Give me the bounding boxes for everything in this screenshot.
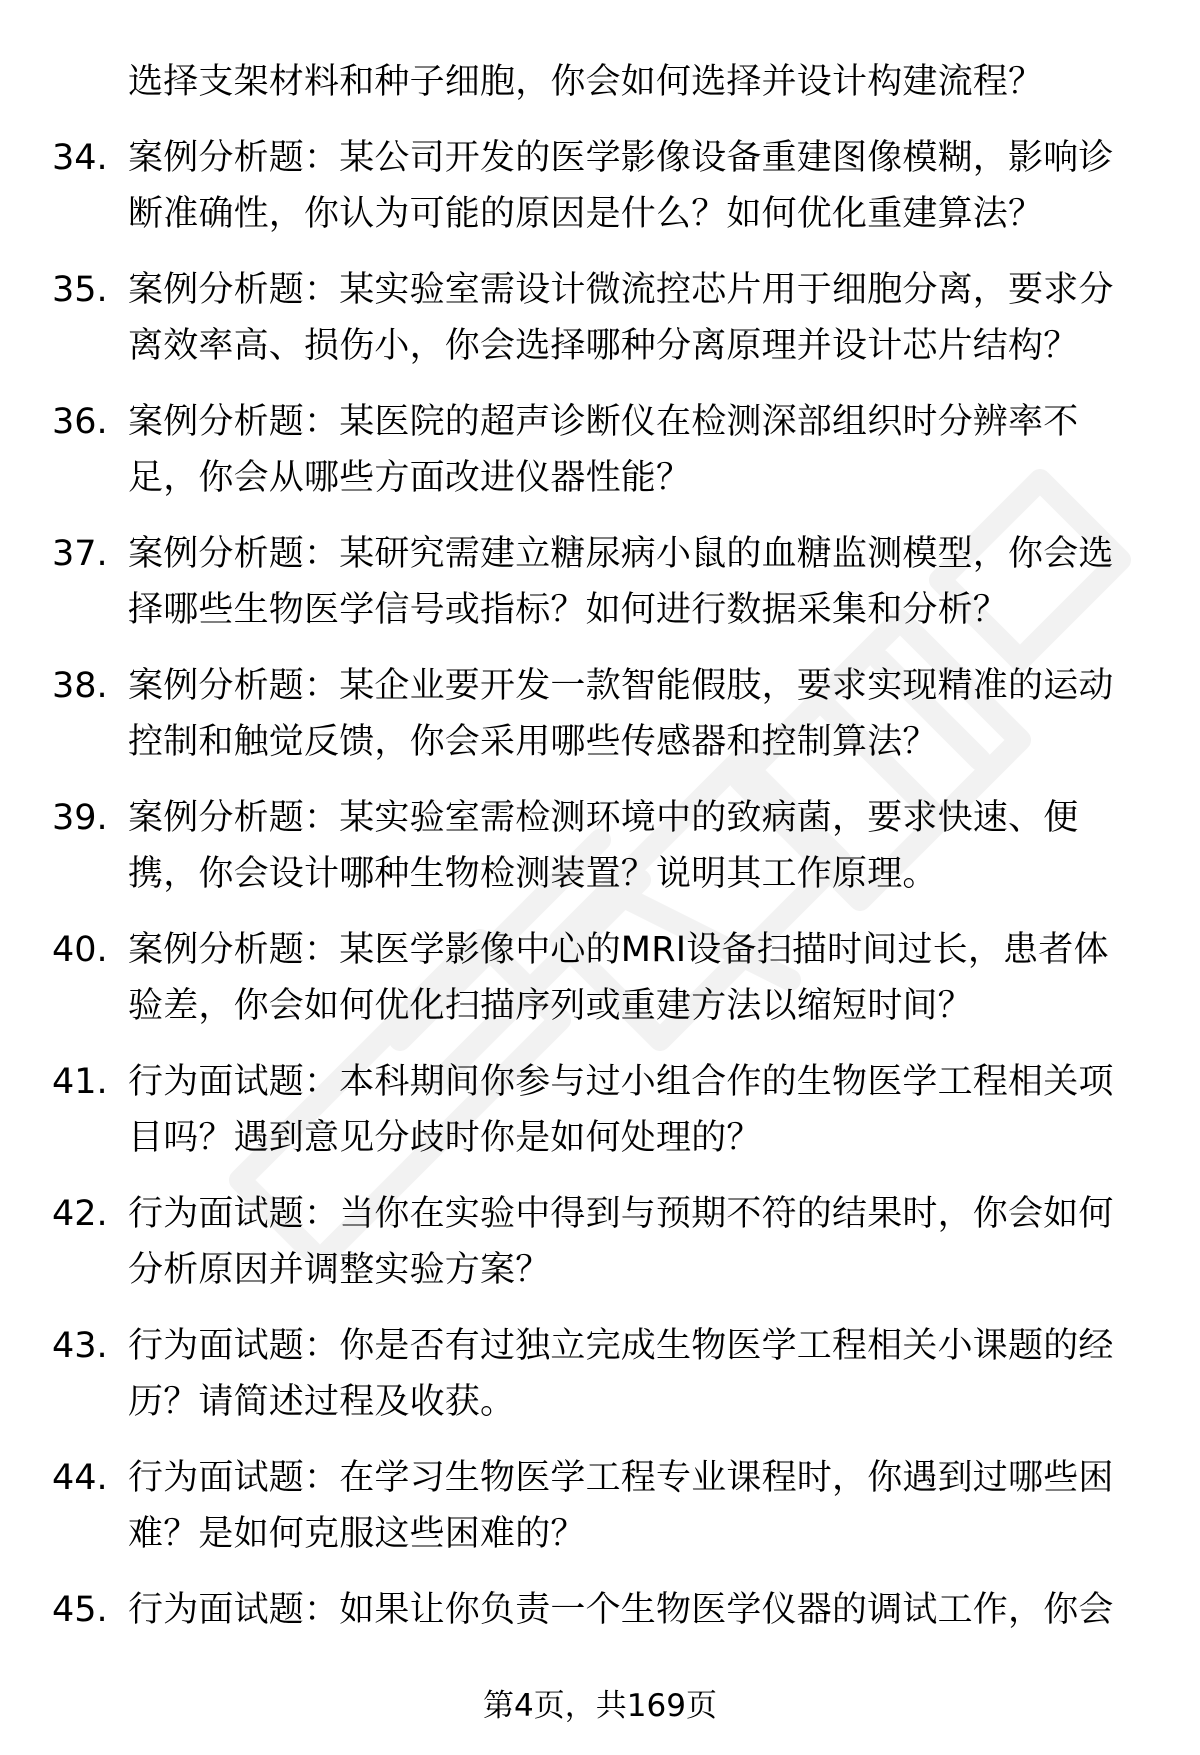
question-item xyxy=(52,526,1152,638)
question-text-line: 案例分析题：某实验室需设计微流控芯片用于细胞分离，要求分 xyxy=(128,270,1114,310)
question-number: 39. xyxy=(52,798,108,838)
question-text-line: 断准确性，你认为可能的原因是什么？如何优化重建算法？ xyxy=(128,194,1044,234)
question-text-line: 案例分析题：某医学影像中心的MRI设备扫描时间过长，患者体 xyxy=(128,930,1109,970)
question-text-line: 离效率高、损伤小，你会选择哪种分离原理并设计芯片结构？ xyxy=(128,326,1079,366)
question-item xyxy=(52,790,1152,902)
question-number: 41. xyxy=(52,1062,108,1102)
question-text-line: 行为面试题：你是否有过独立完成生物医学工程相关小课题的经 xyxy=(128,1326,1114,1366)
question-text-line: 案例分析题：某医院的超声诊断仪在检测深部组织时分辨率不 xyxy=(128,402,1079,442)
question-text-line: 案例分析题：某实验室需检测环境中的致病菌，要求快速、便 xyxy=(128,798,1079,838)
question-number: 43. xyxy=(52,1326,108,1366)
question-text-line: 案例分析题：某公司开发的医学影像设备重建图像模糊，影响诊 xyxy=(128,138,1114,178)
question-item xyxy=(52,394,1152,506)
question-number: 44. xyxy=(52,1458,108,1498)
page-footer: 第4页，共169页 xyxy=(483,1688,717,1724)
question-text-line: 历？请简述过程及收获。 xyxy=(128,1382,516,1422)
question-item xyxy=(52,262,1152,374)
question-text-line: 携，你会设计哪种生物检测装置？说明其工作原理。 xyxy=(128,854,938,894)
question-number: 36. xyxy=(52,402,108,442)
question-item xyxy=(52,658,1152,770)
question-number: 40. xyxy=(52,930,108,970)
question-item xyxy=(52,130,1152,242)
question-text-line: 择哪些生物医学信号或指标？如何进行数据采集和分析？ xyxy=(128,590,1009,630)
question-text-line: 分析原因并调整实验方案？ xyxy=(128,1250,551,1290)
question-text-line: 控制和触觉反馈，你会采用哪些传感器和控制算法？ xyxy=(128,722,938,762)
question-text-line: 行为面试题：本科期间你参与过小组合作的生物医学工程相关项 xyxy=(128,1062,1114,1102)
question-text-line: 行为面试题：如果让你负责一个生物医学仪器的调试工作，你会 xyxy=(128,1590,1114,1630)
question-text-line: 行为面试题：当你在实验中得到与预期不符的结果时，你会如何 xyxy=(128,1194,1114,1234)
question-item xyxy=(52,1582,1152,1638)
questions-container xyxy=(52,130,1152,1638)
question-number: 34. xyxy=(52,138,108,178)
continuation-line: 选择支架材料和种子细胞，你会如何选择并设计构建流程？ xyxy=(128,62,1044,102)
question-text-line: 案例分析题：某企业要开发一款智能假肢，要求实现精准的运动 xyxy=(128,666,1114,706)
question-number: 42. xyxy=(52,1194,108,1234)
question-item xyxy=(52,922,1152,1034)
question-number: 45. xyxy=(52,1590,108,1630)
question-text-line: 案例分析题：某研究需建立糖尿病小鼠的血糖监测模型，你会选 xyxy=(128,534,1114,574)
question-text-line: 行为面试题：在学习生物医学工程专业课程时，你遇到过哪些困 xyxy=(128,1458,1114,1498)
question-number: 37. xyxy=(52,534,108,574)
question-number: 35. xyxy=(52,270,108,310)
question-number: 38. xyxy=(52,666,108,706)
question-text-line: 验差，你会如何优化扫描序列或重建方法以缩短时间？ xyxy=(128,986,973,1026)
question-text-line: 难？是如何克服这些困难的？ xyxy=(128,1514,586,1554)
question-item xyxy=(52,1186,1152,1298)
question-item xyxy=(52,1054,1152,1166)
question-list xyxy=(52,54,1152,1638)
question-item xyxy=(52,1318,1152,1430)
question-text-line: 目吗？遇到意见分歧时你是如何处理的？ xyxy=(128,1118,762,1158)
question-item xyxy=(52,1450,1152,1562)
question-text-line: 足，你会从哪些方面改进仪器性能？ xyxy=(128,458,692,498)
